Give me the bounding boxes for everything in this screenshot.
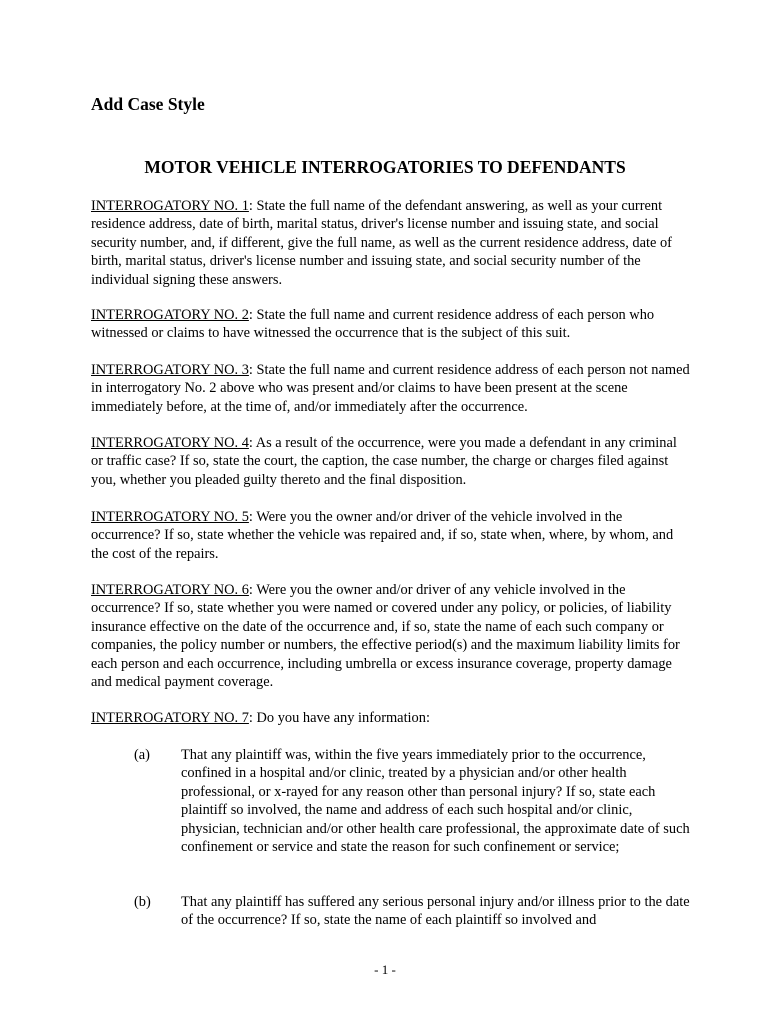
- subitem-letter: (b): [134, 894, 151, 910]
- interrogatory-text: : State the full name and current residence address of each person who witnessed or claims to have witnessed the occurrence that is the subject of this suit.: [91, 307, 655, 342]
- interrogatory-text: : State the full name of the defendant answering, as well as your current residence address, date of birth, marital status, driver's license number and issuing state, and social security number, and, if different, give the full name, as well as the current residence address, date of birth, marital status, driver's license number and issuing state, and social security number of the individual signing these answers.: [91, 198, 672, 288]
- subitem-text: That any plaintiff was, within the five years immediately prior to the occurrence, confined in a hospital and/or clinic, treated by a physician and/or other health professional, or x-rayed for any reason other than personal injury? If so, state each plaintiff so involved, the name and address of each such hospital and/or clinic, physician, technician and/or other health care professional, the approximate date of such confinement or service and state the reason for such confinement or service;: [181, 747, 690, 856]
- interrogatory-label: INTERROGATORY NO. 1: [91, 198, 249, 214]
- interrogatory-label: INTERROGATORY NO. 7: [91, 710, 249, 726]
- interrogatory-text: : State the full name and current residence address of each person not named in interrogatory No. 2 above who was present and/or claims to have been present at the scene immediately before, at the time of, and/or immediately after the occurrence.: [91, 362, 690, 415]
- interrogatory-label: INTERROGATORY NO. 6: [91, 582, 249, 598]
- interrogatory-5: [91, 508, 691, 563]
- interrogatory-3: [91, 361, 691, 416]
- interrogatory-text: : As a result of the occurrence, were you made a defendant in any criminal or traffic case? If so, state the court, the caption, the case number, the charge or charges filed against you, whether you pleaded guilty thereto and the final disposition.: [91, 435, 677, 488]
- interrogatory-text: : Were you the owner and/or driver of the vehicle involved in the occurrence? If so, state whether the vehicle was repaired and, if so, state when, where, by whom, and the cost of the repairs.: [91, 509, 674, 562]
- interrogatory-text: : Do you have any information:: [248, 710, 430, 726]
- interrogatory-label: INTERROGATORY NO. 5: [91, 509, 249, 525]
- interrogatory-1: [91, 197, 691, 289]
- page-number: - 1 -: [374, 962, 396, 977]
- interrogatory-label: INTERROGATORY NO. 4: [91, 435, 249, 451]
- case-style-heading: Add Case Style: [91, 94, 205, 114]
- document-title: MOTOR VEHICLE INTERROGATORIES TO DEFENDANTS: [144, 157, 626, 177]
- interrogatory-2: [91, 306, 691, 343]
- interrogatory-4: [91, 434, 691, 489]
- interrogatory-6: [91, 581, 691, 691]
- interrogatory-7: [91, 709, 691, 727]
- subitem-text: That any plaintiff has suffered any serious personal injury and/or illness prior to the date of the occurrence? If so, state the name of each plaintiff so involved and: [181, 894, 690, 929]
- interrogatory-label: INTERROGATORY NO. 3: [91, 362, 249, 378]
- subitem-letter: (a): [134, 747, 150, 763]
- interrogatory-label: INTERROGATORY NO. 2: [91, 307, 249, 323]
- interrogatory-text: : Were you the owner and/or driver of any vehicle involved in the occurrence? If so, state whether you were named or covered under any policy, or policies, of liability insurance effective on the date of the occurrence and, if so, state the name of each such company or companies, the policy number or numbers, the effective period(s) and the maximum liability limits for each person and each occurrence, including umbrella or excess insurance coverage, property damage and medical payment coverage.: [91, 582, 680, 691]
